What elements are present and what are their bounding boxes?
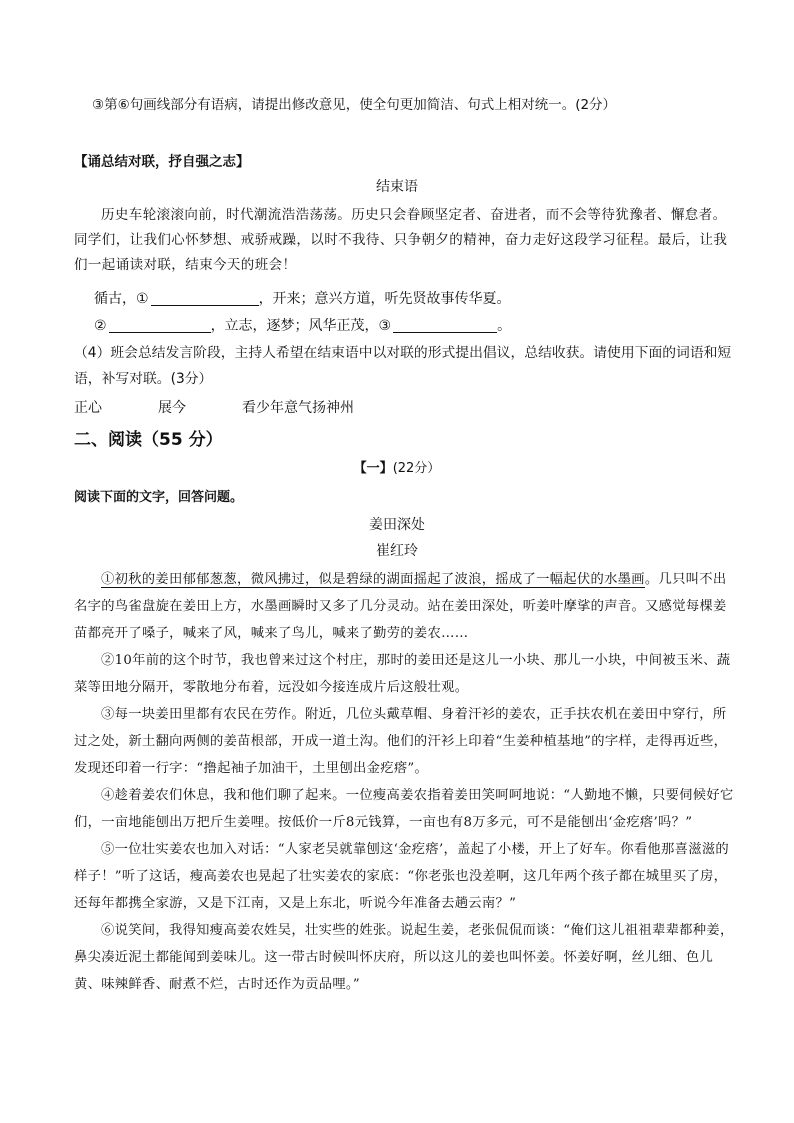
couplet-line-2-end: 。 (497, 318, 512, 334)
article-paragraph: ⑥说笑间，我得知瘦高姜农姓吴，壮实些的姓张。说起生姜，老张侃侃而谈：“俺们这儿祖祖辈辈都种姜，鼻尖凑近泥土都能闻到姜味儿。这一带古时候叫怀庆府，所以这儿的姜也叫怀姜。怀姜好啊，丝儿细、色儿黄、味辣鲜香、耐煮不烂，古时还作为贡品哩。” (74, 923, 734, 992)
couplet-line-2-start: ② (94, 318, 107, 334)
part-2-heading (74, 425, 223, 450)
part-2-score: （55 分） (142, 430, 223, 450)
reading-instruction: 阅读下面的文字，回答问题。 (74, 490, 244, 505)
word-bank-item: 看少年意气扬神州 (242, 400, 354, 416)
blank-2[interactable] (109, 316, 211, 333)
article-paragraph: ③每一块姜田里都有农民在劳作。附近，几位头戴草帽、身着汗衫的姜农，正手扶农机在姜田中穿行，所过之处，新土翻向两侧的姜苗根部，开成一道土沟。他们的汗衫上印着“生姜种植基地”的字样，走得再近些，发现还印着一行字：“撸起袖子加油干，土里刨出金疙瘩”。 (74, 707, 728, 776)
closing-paragraph: 历史车轮滚滚向前，时代潮流浩浩荡荡。历史只会眷顾坚定者、奋进者，而不会等待犹豫者、懈怠者。同学们，让我们心怀梦想、戒骄戒躁，以时不我待、只争朝夕的精神，奋力走好这段学习征程。最后，让我们一起诵读对联，结束今天的班会！ (74, 207, 728, 273)
couplet-line-1-start: 循古，① (94, 291, 149, 307)
word-bank-item: 展今 (158, 400, 186, 416)
word-bank-item: 正心 (74, 400, 102, 416)
couplet-line-1 (94, 288, 511, 308)
article-paragraph: ④趁着姜农们休息，我和他们聊了起来。一位瘦高姜农指着姜田笑呵呵地说：“人勤地不懒，只要伺候好它们，一亩地能刨出万把斤生姜哩。按低价一斤8元钱算，一亩也有8万多元，可不是能刨出‘金疙瘩’吗？” (74, 788, 734, 830)
article-paragraph-1-rest: 。几只叫不出名字的鸟雀盘旋在姜田上方，水墨画瞬时又多了几分灵动。站在姜田深处，听姜叶摩挲的声音。又感觉每棵姜苗都亮开了嗓子，喊来了风，喊来了鸟儿，喊来了勤劳的姜农…… (74, 572, 727, 641)
subsection-heading (0, 457, 794, 476)
section-heading: 【诵总结对联，抒自强之志】 (74, 154, 250, 170)
closing-title: 结束语 (376, 179, 418, 195)
couplet-line-2 (94, 315, 511, 335)
underlined-sentence: ①初秋的姜田郁郁葱葱，微风拂过，似是碧绿的湖面摇起了波浪，摇成了一幅起伏的水墨画 (101, 572, 645, 587)
blank-1[interactable] (151, 289, 259, 306)
subsection-score: (22分） (392, 461, 441, 476)
subsection-label: 【一】 (353, 461, 393, 476)
article-author: 崔红玲 (376, 543, 418, 559)
article-body (74, 566, 734, 998)
article-paragraph-1 (74, 566, 734, 647)
blank-3[interactable] (393, 316, 497, 333)
article-paragraph: ②10年前的这个时节，我也曾来过这个村庄，那时的姜田还是这儿一小块、那儿一小块，中间被玉米、蔬菜等田地分隔开，零散地分布着，远没如今接连成片后这般壮观。 (74, 653, 731, 695)
couplet-line-2-middle: ，立志，逐梦；风华正茂，③ (210, 318, 392, 334)
question-3-text: ③第⑥句画线部分有语病，请提出修改意见，使全句更加简洁、句式上相对统一。(2分） (92, 97, 617, 113)
part-2-title: 二、阅读 (74, 430, 142, 450)
couplet-line-1-end: ，开来；意兴方道，听先贤故事传华夏。 (258, 291, 511, 307)
question-4-text: （4）班会总结发言阶段，主持人希望在结束语中以对联的形式提出倡议，总结收获。请使用下面的词语和短语，补写对联。(3分） (74, 345, 732, 387)
word-bank (74, 397, 354, 417)
article-paragraph: ⑤一位壮实姜农也加入对话：“人家老吴就靠刨这‘金疙瘩’，盖起了小楼，开上了好车。你看他那喜滋滋的样子！”听了这话，瘦高姜农也晃起了壮实姜农的家底：“你老张也没差啊，这几年两个孩子都在城里买了房，还每年都携全家游，又是下江南，又是上东北，听说今年准备去趟云南？” (74, 842, 730, 911)
article-title: 姜田深处 (369, 517, 425, 533)
